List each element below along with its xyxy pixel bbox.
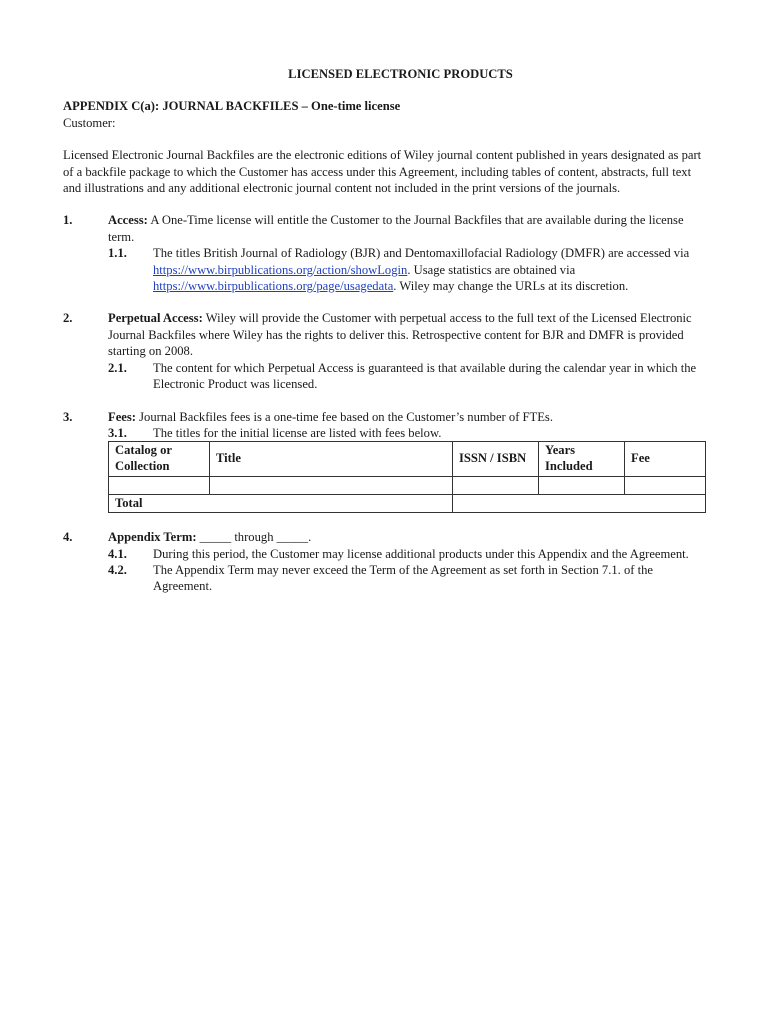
table-cell bbox=[539, 476, 625, 494]
table-header-row bbox=[109, 442, 706, 476]
table-row bbox=[109, 476, 706, 494]
section-appendix-term bbox=[63, 529, 708, 595]
table-cell bbox=[109, 476, 210, 494]
document-title: LICENSED ELECTRONIC PRODUCTS bbox=[288, 67, 513, 81]
section-label: Perpetual Access: bbox=[108, 311, 203, 326]
subsection-text: The Appendix Term may never exceed the Term of the Agreement as set forth in Section 7.1. of the Agreement. bbox=[153, 562, 653, 594]
section-number: 2. bbox=[63, 311, 73, 326]
subsection-number: 4.2. bbox=[108, 562, 127, 577]
section-perpetual-access bbox=[63, 310, 708, 392]
subsection-text: . Wiley may change the URLs at its discretion. bbox=[393, 279, 629, 294]
section-label: Appendix Term: bbox=[108, 530, 197, 545]
table-cell bbox=[625, 476, 706, 494]
subsection-text: . Usage statistics are obtained via bbox=[407, 262, 576, 277]
section-number: 3. bbox=[63, 409, 73, 424]
usage-data-link[interactable]: https://www.birpublications.org/page/usagedata bbox=[153, 279, 394, 294]
subsection-number: 1.1. bbox=[108, 246, 127, 261]
login-link[interactable]: https://www.birpublications.org/action/showLogin bbox=[153, 262, 408, 277]
header-fee: Fee bbox=[625, 442, 706, 476]
table-cell bbox=[453, 476, 539, 494]
subsection-4-2 bbox=[108, 562, 708, 595]
total-label: Total bbox=[109, 494, 453, 513]
section-number: 4. bbox=[63, 530, 73, 545]
subsection-text: The content for which Perpetual Access is guaranteed is that available during the calendar year in which the Electronic Product was licensed. bbox=[153, 360, 697, 392]
section-text: A One-Time license will entitle the Customer to the Journal Backfiles that are available during the license term. bbox=[108, 213, 684, 244]
section-text: Journal Backfiles fees is a one-time fee based on the Customer’s number of FTEs. bbox=[135, 409, 553, 424]
section-fees bbox=[63, 409, 708, 514]
total-value-cell bbox=[453, 494, 706, 513]
subsection-number: 3.1. bbox=[108, 425, 127, 440]
table-total-row bbox=[109, 494, 706, 513]
subsection-3-1 bbox=[108, 425, 708, 441]
subsection-number: 2.1. bbox=[108, 360, 127, 375]
section-label: Access: bbox=[108, 213, 148, 228]
document-page bbox=[63, 66, 708, 595]
subsection-text: The titles British Journal of Radiology (BJR) and Dentomaxillofacial Radiology (DMFR) are accessed via bbox=[153, 246, 690, 261]
appendix-heading: APPENDIX C(a): JOURNAL BACKFILES – One-time license bbox=[63, 99, 401, 114]
header-issn: ISSN / ISBN bbox=[453, 442, 539, 476]
subsection-text: During this period, the Customer may license additional products under this Appendix and the Agreement. bbox=[153, 546, 689, 561]
fees-table bbox=[108, 441, 706, 513]
header-title: Title bbox=[210, 442, 453, 476]
subsection-number: 4.1. bbox=[108, 546, 127, 561]
section-access bbox=[63, 212, 708, 294]
table-cell bbox=[210, 476, 453, 494]
intro-paragraph: Licensed Electronic Journal Backfiles are the electronic editions of Wiley journal content published in years designated as part of a backfile package to which the Customer has access under this Agreement, including tables of content, abstracts, full text and illustrations and any additional electronic journal content not included in the print versions of the journals. bbox=[63, 148, 702, 196]
section-label: Fees: bbox=[108, 409, 136, 424]
subsection-1-1 bbox=[108, 245, 708, 294]
subsection-text: The titles for the initial license are listed with fees below. bbox=[153, 425, 442, 440]
section-text: _____ through _____. bbox=[196, 530, 312, 545]
subsection-2-1 bbox=[108, 360, 708, 393]
section-text: Wiley will provide the Customer with perpetual access to the full text of the Licensed Electronic Journal Backfiles where Wiley has the rights to deliver this. Retrospective content for BJR and DMFR is provided starting on 2008. bbox=[108, 311, 692, 359]
header-catalog: Catalog or Collection bbox=[109, 442, 210, 476]
section-number: 1. bbox=[63, 213, 73, 228]
subsection-4-1 bbox=[108, 546, 708, 562]
customer-label: Customer: bbox=[63, 115, 116, 130]
header-years: Years Included bbox=[539, 442, 625, 476]
